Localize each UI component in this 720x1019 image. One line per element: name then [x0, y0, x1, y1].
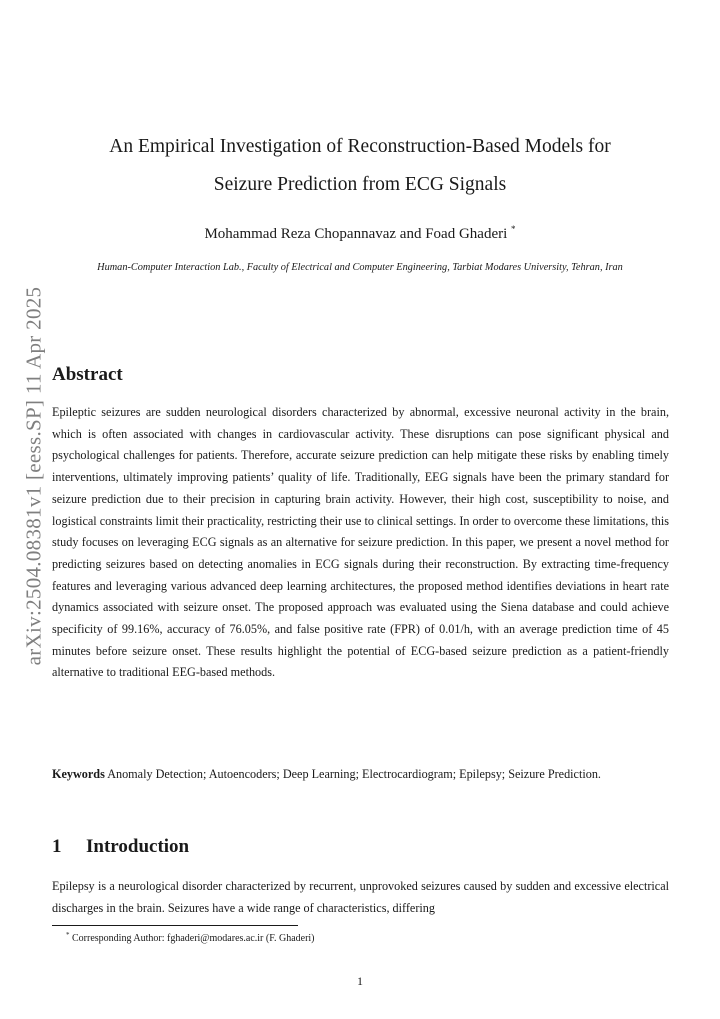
paper-title-line-1: An Empirical Investigation of Reconstruction-Based Models for [109, 136, 611, 157]
paper-title [60, 128, 660, 204]
paper-authors [60, 219, 660, 244]
author-affiliation: Human-Computer Interaction Lab., Faculty of Electrical and Computer Engineering, Tarbiat Modares University, Tehran, Iran [97, 262, 623, 273]
section-number: 1 [52, 836, 62, 857]
footnote-mark: * [66, 931, 70, 939]
page-number: 1 [357, 974, 363, 988]
section-title: Introduction [86, 836, 190, 857]
author-names: Mohammad Reza Chopannavaz and Foad Ghaderi [204, 226, 508, 242]
keywords-list: Anomaly Detection; Autoencoders; Deep Learning; Electrocardiogram; Epilepsy; Seizure Prediction. [107, 767, 601, 781]
corresponding-author-mark: * [511, 224, 516, 234]
keywords-paragraph [52, 764, 669, 786]
abstract-heading: Abstract [52, 364, 123, 385]
arxiv-identifier-stamp: arXiv:2504.08381v1 [eess.SP] 11 Apr 2025 [21, 286, 46, 666]
section-heading-introduction [52, 834, 189, 860]
keywords-label: Keywords [52, 767, 105, 781]
abstract-text: Epileptic seizures are sudden neurological disorders characterized by abnormal, excessive neuronal activity in the brain, which is often associated with changes in cardiovascular activity. These disruptions can pose significant physical and psychological challenges for patients. Therefore, accurate seizure prediction can help mitigate these risks by enabling timely interventions, ultimately improving patients’ quality of life. Traditionally, EEG signals have been the primary standard for seizure prediction due to their precision in capturing brain activity. However, their high cost, susceptibility to noise, and logistical constraints limit their practicality, restricting their use to clinical settings. In order to overcome these limitations, this study focuses on leveraging ECG signals as an alternative for seizure prediction. In this paper, we present a novel method for predicting seizures based on detecting anomalies in ECG signals during their reconstruction. By extracting time-frequency features and leveraging various advanced deep learning architectures, the proposed method identifies deviations in heart rate dynamics associated with seizure onset. The proposed approach was evaluated using the Siena database and could achieve specificity of 99.16%, accuracy of 76.05%, and false positive rate (FPR) of 0.01/h, with an average prediction time of 45 minutes before seizure onset. These results highlight the potential of ECG-based seizure prediction as a patient-friendly alternative to traditional EEG-based methods. [52, 405, 669, 680]
introduction-text: Epilepsy is a neurological disorder characterized by recurrent, unprovoked seizures caused by sudden and excessive electrical discharges in the brain. Seizures have a wide range of characteristics, differing [52, 879, 669, 915]
footnote-text: Corresponding Author: fghaderi@modares.ac.ir (F. Ghaderi) [72, 933, 315, 944]
paper-title-line-2: Seizure Prediction from ECG Signals [213, 174, 507, 195]
footnote [66, 928, 315, 946]
footnote-divider [52, 925, 298, 926]
